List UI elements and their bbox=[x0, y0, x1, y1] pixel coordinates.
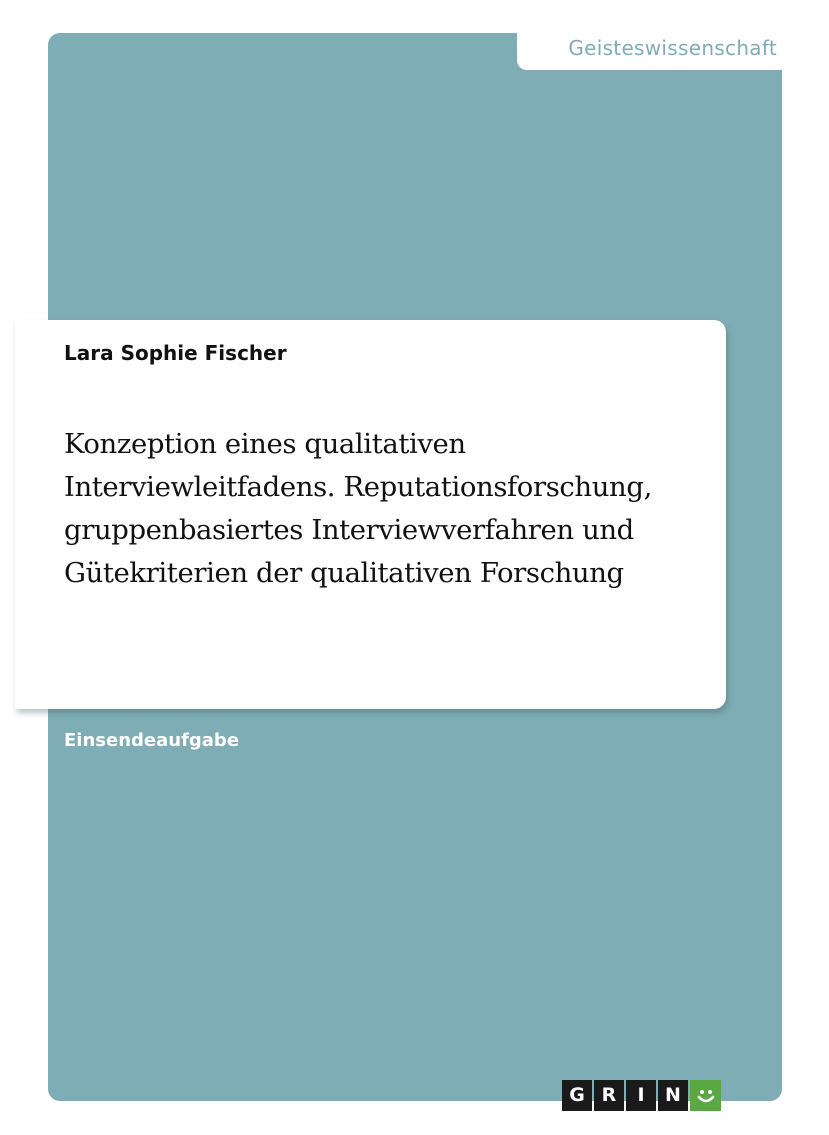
logo-letter-n: N bbox=[658, 1080, 688, 1111]
logo-letter-g: G bbox=[562, 1080, 592, 1111]
logo-letter-i: I bbox=[626, 1080, 656, 1111]
smile-icon bbox=[690, 1080, 721, 1111]
book-title: Konzeption eines qualitativen Interviewleitfadens. Reputationsforschung, gruppenbasiertes Interviewverfahren und Gütekriterien der qualitativen Forschung bbox=[64, 428, 652, 589]
logo-letter-r: R bbox=[594, 1080, 624, 1111]
category-label: Geisteswissenschaft bbox=[568, 36, 777, 60]
publisher-logo bbox=[562, 1080, 721, 1111]
title-card bbox=[15, 320, 726, 709]
document-type: Einsendeaufgabe bbox=[64, 730, 240, 751]
author-name: Lara Sophie Fischer bbox=[64, 341, 287, 365]
